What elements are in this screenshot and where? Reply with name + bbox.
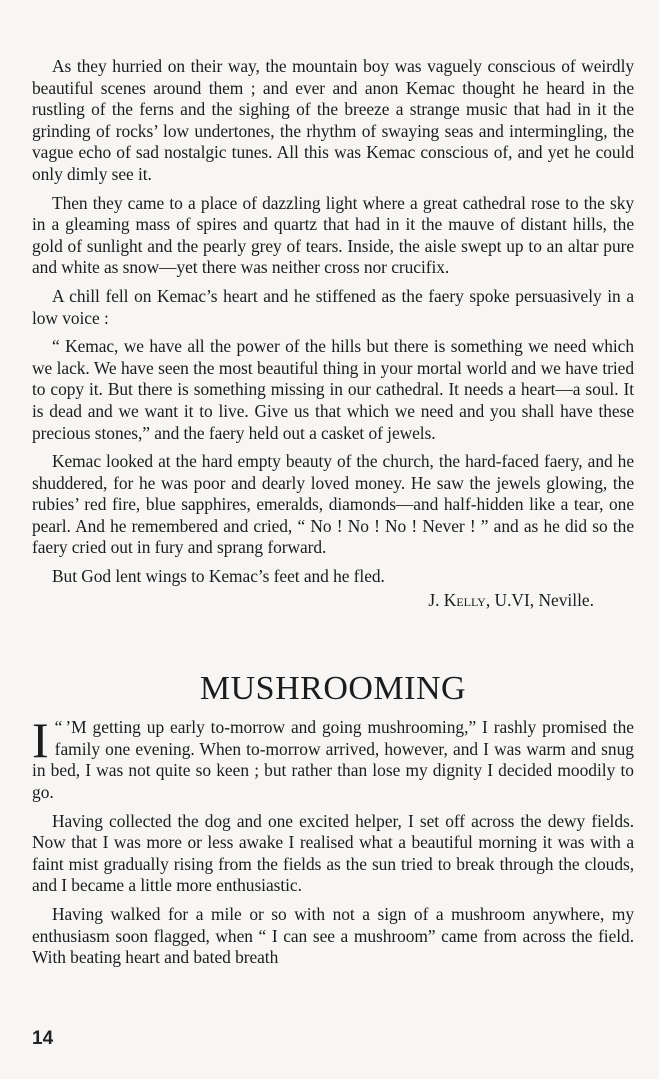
story-mushrooming [32, 669, 634, 969]
drop-cap-letter: I [32, 712, 49, 769]
paragraph: Having walked for a mile or so with not a sign of a mushroom anywhere, my enthusiasm soon flagged, when “ I can see a mushroom” came from across the field. With beating heart and bated breath [32, 904, 634, 968]
paragraph: Kemac looked at the hard empty beauty of the church, the hard-faced faery, and he shuddered, for he was poor and dearly loved money. He saw the jewels glowing, the rubies’ red fire, blue sapphires, emeralds, diamonds—and half-hidden like a tear, one pearl. And he remembered and cried, “ No ! No ! No ! Never ! ” and as he did so the faery cried out in fury and sprang forward. [32, 451, 634, 558]
author-signature [32, 590, 634, 612]
signature-initial: J. [428, 589, 440, 610]
story-kemac [32, 56, 634, 611]
opening-quote-mark: “ [54, 717, 63, 738]
document-page [32, 56, 634, 976]
paragraph: A chill fell on Kemac’s heart and he stiffened as the faery spoke persuasively in a low voice : [32, 285, 634, 328]
lead-in-text: ’M [65, 717, 87, 738]
article-title: MUSHROOMING [199, 670, 467, 708]
paragraph: As they hurried on their way, the mountain boy was vaguely conscious of weirdly beautiful scenes around them ; and ever and anon Kemac thought he heard in the rustling of the ferns and the sighing of the breeze a strange music that had in it the grinding of rocks’ low undertones, the rhythm of swaying seas and intermingling, the vague echo of sad nostalgic tunes. All this was Kemac conscious of, and yet he could only dimly see it. [32, 56, 634, 184]
opening-text: getting up early to-morrow and going mushrooming,” I rashly promised the family one evening. When to-morrow arrived, however, and I was warm and snug in bed, I was not quite so keen ; but rather than lose my dignity I decided moodily to go. [32, 717, 634, 803]
paragraph: But God lent wings to Kemac’s feet and he fled. [52, 566, 385, 587]
paragraph: “ Kemac, we have all the power of the hills but there is something we need which we lack. We have seen the most beautiful thing in your mortal world and we have tried to copy it. But there is something missing in our cathedral. It needs a heart—a soul. It is dead and we want it to live. Give us that which we need and you shall have these precious stones,” and the faery held out a casket of jewels. [32, 336, 634, 443]
signature-suffix: , U.VI, Neville. [485, 589, 594, 610]
opening-paragraph [32, 712, 634, 803]
signature-surname: Kelly [443, 589, 486, 610]
paragraph: Then they came to a place of dazzling light where a great cathedral rose to the sky in a gleaming mass of spires and quartz that had in it the mauve of distant hills, the gold of sunlight and the pearly grey of tears. Inside, the aisle swept up to an altar pure and white as snow—yet there was neither cross nor crucifix. [32, 192, 634, 278]
page-number: 14 [32, 1028, 54, 1049]
paragraph: Having collected the dog and one excited helper, I set off across the dewy fields. Now that I was more or less awake I realised what a beautiful morning it was with a faint mist gradually rising from the fields as the sun tried to break through the clouds, and I became a little more enthusiastic. [32, 810, 634, 896]
